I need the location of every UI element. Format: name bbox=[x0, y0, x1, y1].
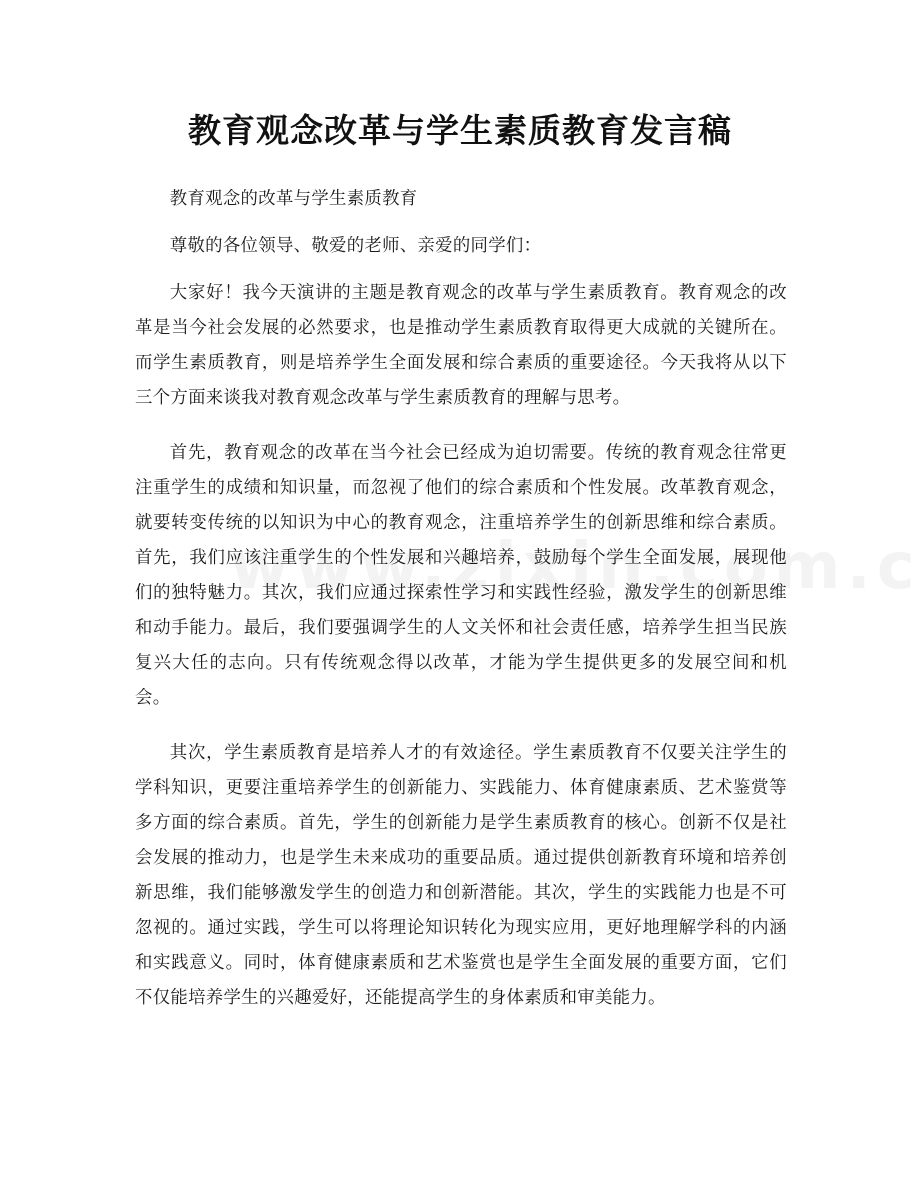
paragraph-intro: 大家好！我今天演讲的主题是教育观念的改革与学生素质教育。教育观念的改革是当今社会发展的必然要求，也是推动学生素质教育取得更大成就的关键所在。而学生素质教育，则是培养学生全面发展和综合素质的重要途径。今天我将从以下三个方面来谈我对教育观念改革与学生素质教育的理解与思考。 bbox=[135, 283, 787, 408]
paragraph-first-point: 首先，教育观念的改革在当今社会已经成为迫切需要。传统的教育观念往常更注重学生的成绩和知识量，而忽视了他们的综合素质和个性发展。改革教育观念，就要转变传统的以知识为中心的教育观念，注重培养学生的创新思维和综合素质。首先，我们应该注重学生的个性发展和兴趣培养，鼓励每个学生全面发展，展现他们的独特魅力。其次，我们应通过探索性学习和实践性经验，激发学生的创新思维和动手能力。最后，我们要强调学生的人文关怀和社会责任感，培养学生担当民族复兴大任的志向。只有传统观念得以改革，才能为学生提供更多的发展空间和机会。 bbox=[135, 443, 787, 708]
document-body bbox=[135, 182, 787, 1036]
document-title: 教育观念改革与学生素质教育发言稿 bbox=[188, 111, 732, 150]
document-subtitle: 教育观念的改革与学生素质教育 bbox=[169, 189, 418, 209]
paragraph-second-point: 其次，学生素质教育是培养人才的有效途径。学生素质教育不仅要关注学生的学科知识，更要注重培养学生的创新能力、实践能力、体育健康素质、艺术鉴赏等多方面的综合素质。首先，学生的创新能力是学生素质教育的核心。创新不仅是社会发展的推动力，也是学生未来成功的重要品质。通过提供创新教育环境和培养创新思维，我们能够激发学生的创造力和创新潜能。其次，学生的实践能力也是不可忽视的。通过实践，学生可以将理论知识转化为现实应用，更好地理解学科的内涵和实践意义。同时，体育健康素质和艺术鉴赏也是学生全面发展的重要方面，它们不仅能培养学生的兴趣爱好，还能提高学生的身体素质和审美能力。 bbox=[135, 743, 787, 1008]
salutation: 尊敬的各位领导、敬爱的老师、亲爱的同学们： bbox=[169, 236, 542, 256]
